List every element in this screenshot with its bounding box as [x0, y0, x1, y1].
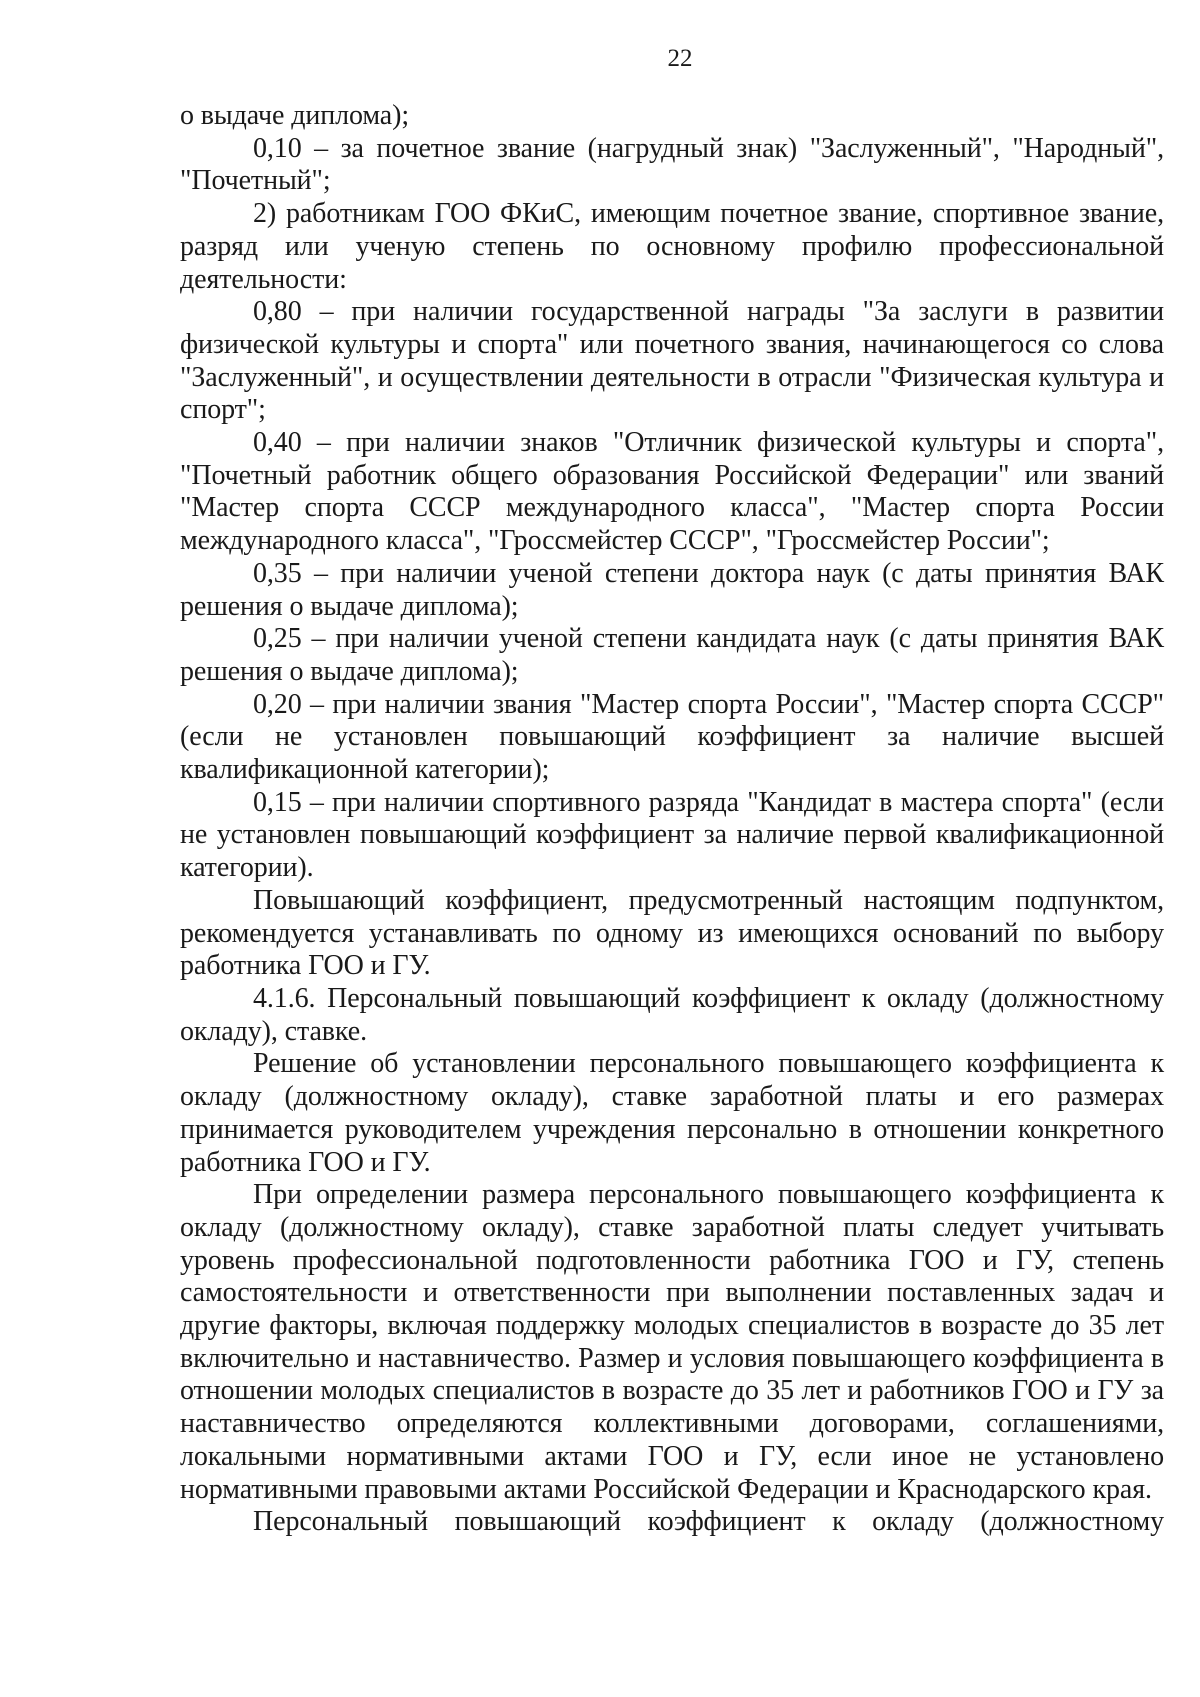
paragraph-12: Решение об установлении персонального повышающего коэффициента к окладу (должностному окладу), ставке заработной платы и его размерах принимается руководителем учреждения персонально в отношении конкретного работника ГОО и ГУ.: [180, 1048, 1164, 1178]
paragraph-13: При определении размера персонального повышающего коэффициента к окладу (должностному окладу), ставке заработной платы следует учитывать уровень профессиональной подготовленности работника ГОО и ГУ, степень самостоятельности и ответственности при выполнении поставленных задач и другие факторы, включая поддержку молодых специалистов в возрасте до 35 лет включительно и наставничество. Размер и условия повышающего коэффициента в отношении молодых специалистов в возрасте до 35 лет и работников ГОО и ГУ за наставничество определяются коллективными договорами, соглашениями, локальными нормативными актами ГОО и ГУ, если иное не установлено нормативными правовыми актами Российской Федерации и Краснодарского края.: [180, 1179, 1164, 1505]
paragraph-6: 0,35 – при наличии ученой степени доктора наук (с даты принятия ВАК решения о выдаче диплома);: [180, 557, 1164, 622]
page-number: 22: [667, 45, 693, 72]
paragraph-4: 0,80 – при наличии государственной награды "За заслуги в развитии физической культуры и спорта" или почетного звания, начинающегося со слова "Заслуженный", и осуществлении деятельности в отрасли "Физическая культура и спорт";: [180, 296, 1164, 426]
paragraph-5: 0,40 – при наличии знаков "Отличник физической культуры и спорта", "Почетный работник общего образования Российской Федерации" или званий "Мастер спорта СССР международного класса", "Мастер спорта России международного класса", "Гроссмейстер СССР", "Гроссмейстер России";: [180, 427, 1164, 557]
document-body: [180, 100, 1164, 1539]
paragraph-9: 0,15 – при наличии спортивного разряда "Кандидат в мастера спорта" (если не установлен повышающий коэффициент за наличие первой квалификационной категории).: [180, 786, 1164, 884]
paragraph-11: 4.1.6. Персональный повышающий коэффициент к окладу (должностному окладу), ставке.: [180, 982, 1164, 1047]
paragraph-10: Повышающий коэффициент, предусмотренный настоящим подпунктом, рекомендуется устанавливать по одному из имеющихся оснований по выбору работника ГОО и ГУ.: [180, 884, 1164, 982]
paragraph-14: Персональный повышающий коэффициент к окладу (должностному: [253, 1506, 1164, 1538]
paragraph-1: о выдаче диплома);: [180, 100, 410, 131]
paragraph-2: 0,10 – за почетное звание (нагрудный знак) "Заслуженный", "Народный", "Почетный";: [180, 132, 1164, 197]
paragraph-8: 0,20 – при наличии звания "Мастер спорта России", "Мастер спорта СССР" (если не установлен повышающий коэффициент за наличие высшей квалификационной категории);: [180, 688, 1164, 786]
paragraph-7: 0,25 – при наличии ученой степени кандидата наук (с даты принятия ВАК решения о выдаче диплома);: [180, 623, 1164, 687]
paragraph-3: 2) работникам ГОО ФКиС, имеющим почетное звание, спортивное звание, разряд или ученую степень по основному профилю профессиональной деятельности:: [180, 198, 1164, 295]
